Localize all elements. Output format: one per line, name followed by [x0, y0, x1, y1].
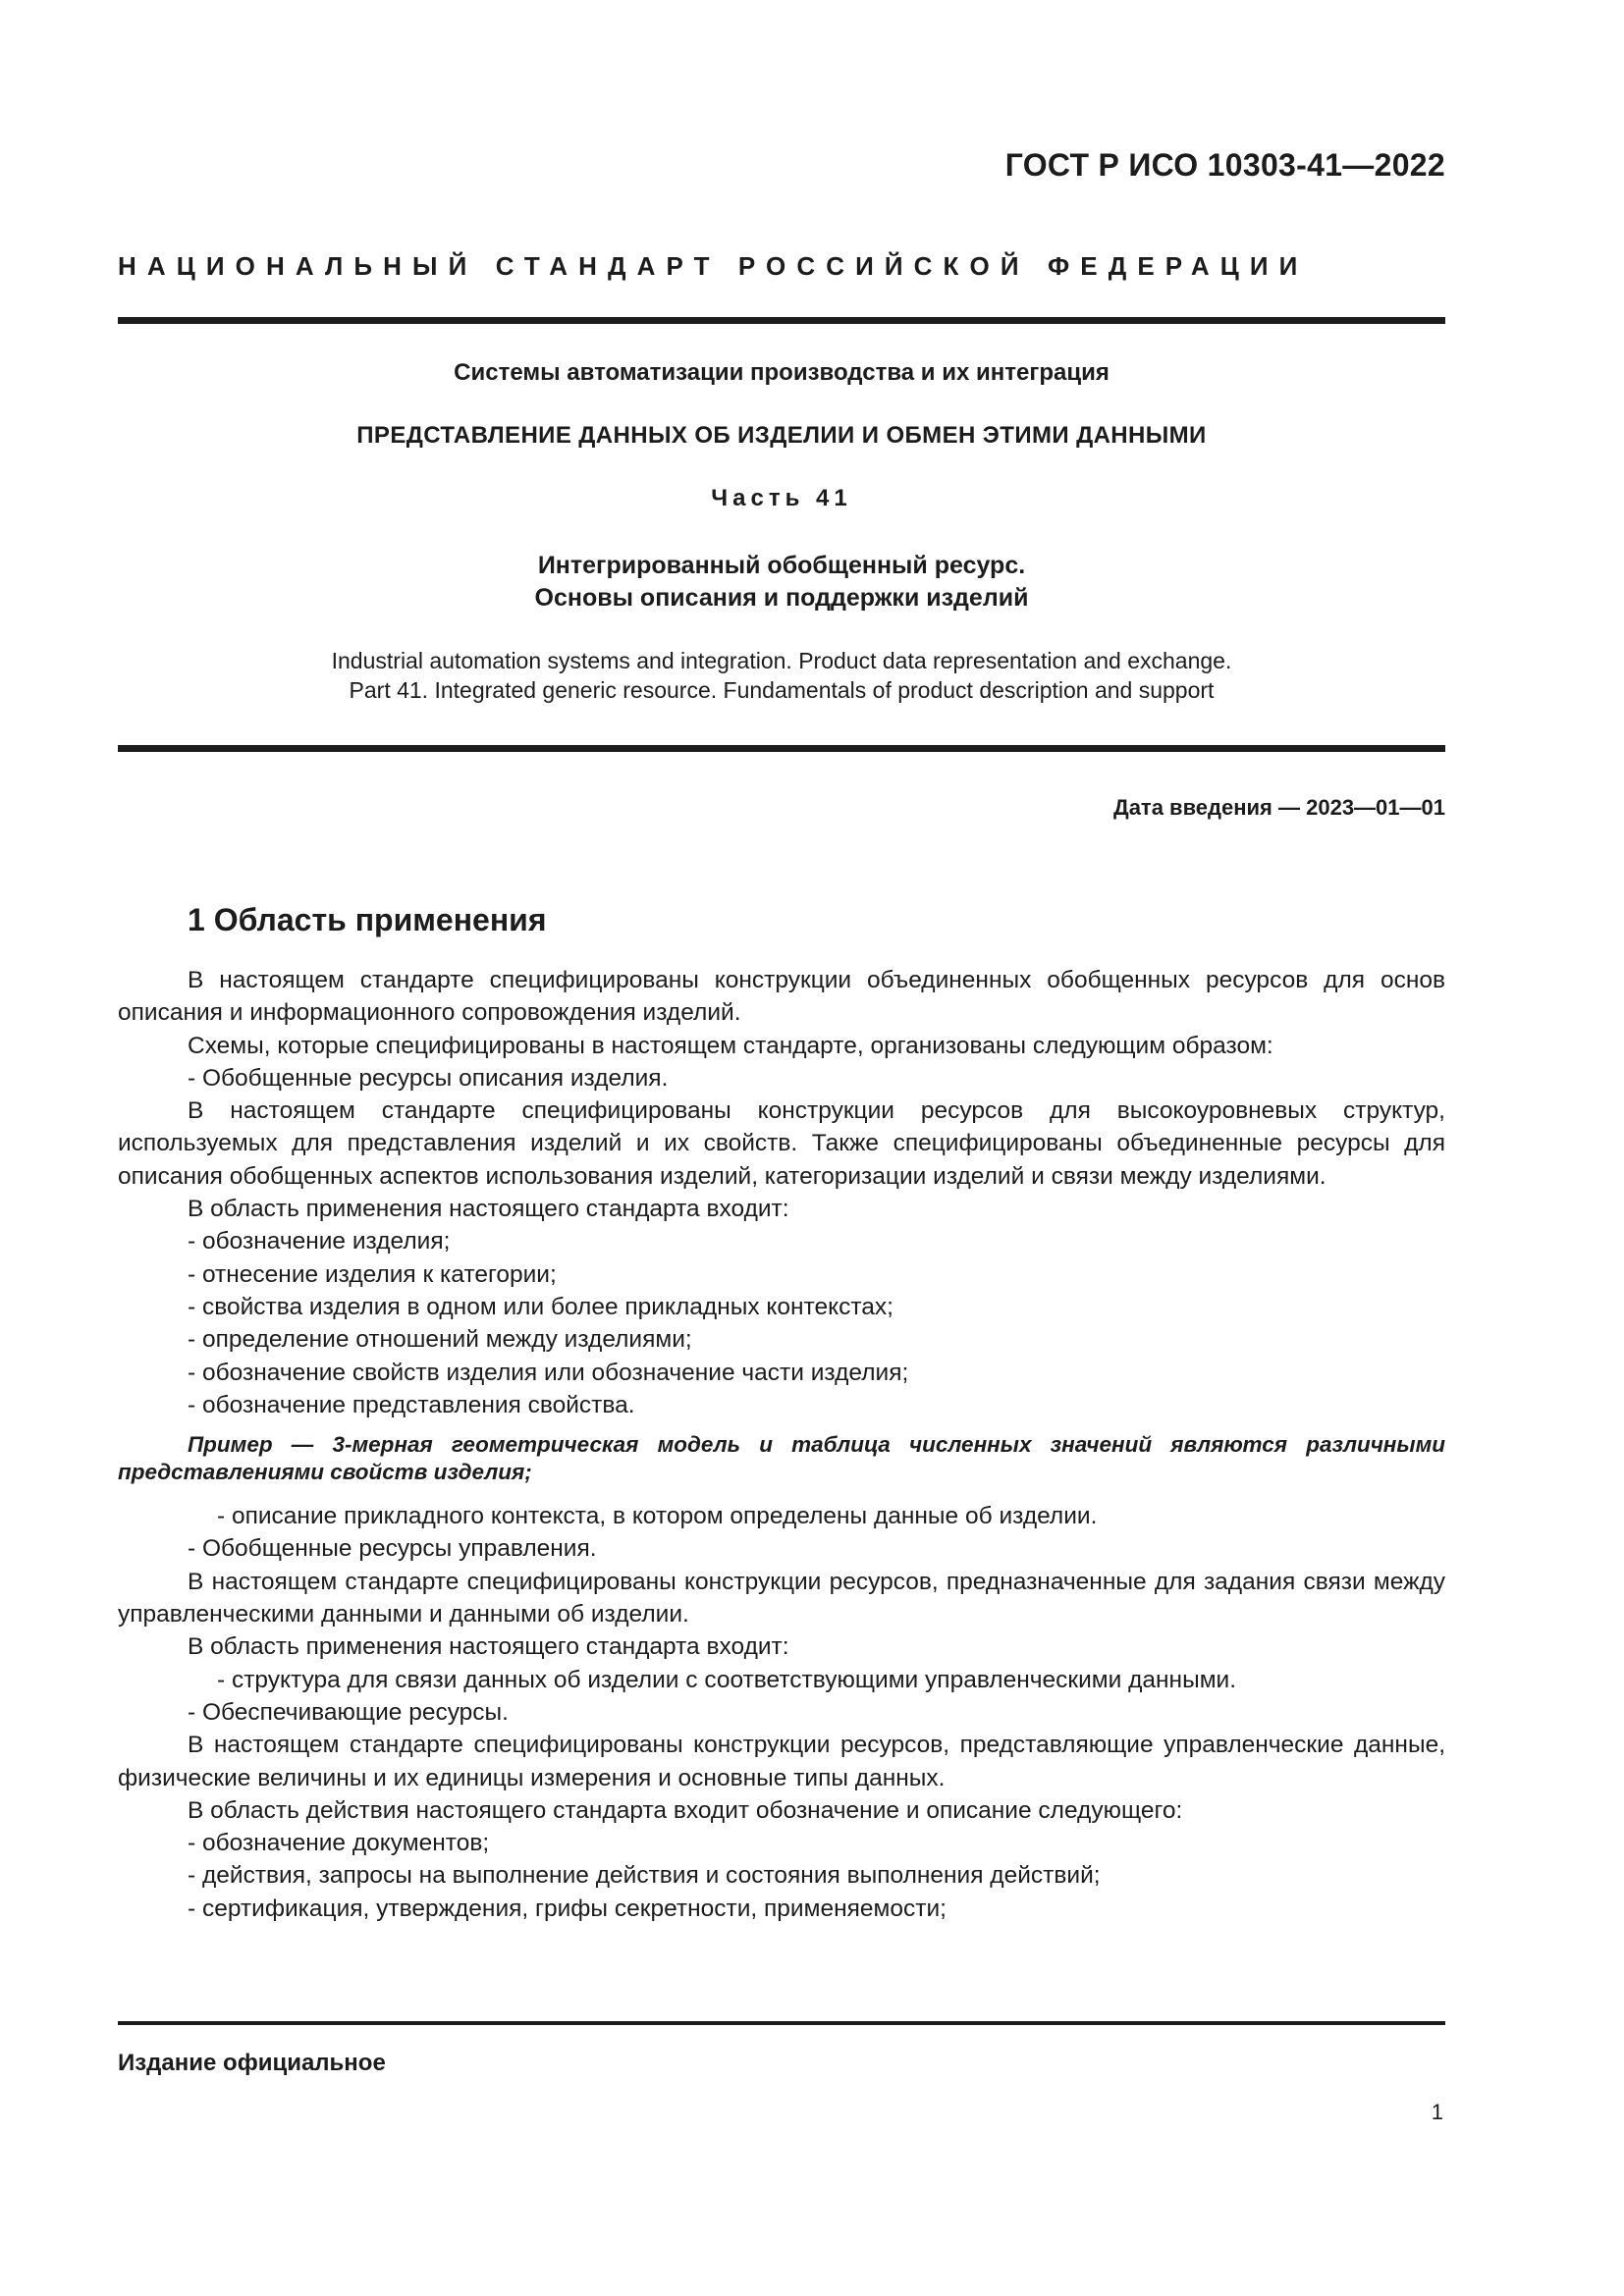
paragraph: В настоящем стандарте специфицированы конструкции ресурсов для высокоуровневых структур, используемых для представления изделий и их свойств. Также специфицированы объединенные ресурсы для описания обобщенных аспектов использования изделий, категоризации изделий и связи между изделиями. [118, 1097, 1445, 1190]
list-item: - свойства изделия в одном или более прикладных контекстах; [188, 1293, 893, 1320]
page-number: 1 [1431, 2100, 1443, 2124]
subseries-title: ПРЕДСТАВЛЕНИЕ ДАННЫХ ОБ ИЗДЕЛИИ И ОБМЕН ЭТИМИ ДАННЫМИ [356, 422, 1207, 449]
document-name-line-1: Интегрированный обобщенный ресурс. [537, 552, 1026, 579]
series-title: Системы автоматизации производства и их интеграция [454, 359, 1110, 386]
list-item: - обозначение свойств изделия или обозначение части изделия; [188, 1359, 909, 1386]
list-item: - Обеспечивающие ресурсы. [188, 1698, 509, 1726]
part-title: Часть 41 [711, 485, 852, 511]
section-heading: 1 Область применения [188, 902, 547, 937]
section-body [118, 964, 1445, 1925]
list-item: - обозначение изделия; [188, 1228, 451, 1255]
list-item: - описание прикладного контекста, в котором определены данные об изделии. [217, 1503, 1098, 1530]
english-title-line-1: Industrial automation systems and integration. Product data representation and exchange. [331, 648, 1232, 673]
document-number: ГОСТ Р ИСО 10303-41—2022 [1004, 147, 1445, 183]
footer-rule [118, 2021, 1445, 2025]
list-item: - структура для связи данных об изделии с соответствующими управленческими данными. [217, 1666, 1237, 1693]
document-name [118, 550, 1445, 614]
list-item: - сертификация, утверждения, грифы секретности, применяемости; [188, 1895, 947, 1922]
paragraph: Схемы, которые специфицированы в настоящем стандарте, организованы следующим образом: [188, 1032, 1273, 1059]
paragraph: В настоящем стандарте специфицированы конструкции объединенных обобщенных ресурсов для основ описания и информационного сопровождения изделий. [118, 967, 1445, 1027]
paragraph: В область применения настоящего стандарта входит: [188, 1633, 789, 1661]
edition-label: Издание официальное [118, 2050, 386, 2076]
list-item: - Обобщенные ресурсы управления. [188, 1535, 597, 1563]
list-item: - действия, запросы на выполнение действия и состояния выполнения действий; [188, 1862, 1101, 1890]
title-rule [118, 745, 1445, 752]
english-title [118, 646, 1445, 705]
list-item: - обозначение документов; [188, 1830, 490, 1857]
list-item: - обозначение представления свойства. [188, 1391, 635, 1418]
english-title-line-2: Part 41. Integrated generic resource. Fundamentals of product description and support [349, 677, 1215, 703]
introduction-date: Дата введения — 2023—01—01 [1113, 795, 1445, 820]
top-rule [118, 317, 1445, 324]
paragraph: В настоящем стандарте специфицированы конструкции ресурсов, предназначенные для задания связи между управленческими данными и данными об изделии. [118, 1568, 1445, 1629]
paragraph: В настоящем стандарте специфицированы конструкции ресурсов, представляющие управленческие данные, физические величины и их единицы измерения и основные типы данных. [118, 1732, 1445, 1791]
paragraph: В область действия настоящего стандарта входит обозначение и описание следующего: [188, 1796, 1183, 1824]
national-standard-banner: НАЦИОНАЛЬНЫЙ СТАНДАРТ РОССИЙСКОЙ ФЕДЕРАЦИИ [118, 251, 1309, 281]
list-item: - отнесение изделия к категории; [188, 1260, 557, 1288]
document-page [118, 0, 1445, 2296]
list-item: - определение отношений между изделиями; [188, 1326, 692, 1354]
list-item: - Обобщенные ресурсы описания изделия. [188, 1064, 669, 1092]
document-name-line-2: Основы описания и поддержки изделий [534, 584, 1029, 612]
example-note: Пример — 3-мерная геометрическая модель и таблица численных значений являются различными представлениями свойств изделия; [118, 1432, 1445, 1485]
paragraph: В область применения настоящего стандарта входит: [188, 1196, 789, 1223]
